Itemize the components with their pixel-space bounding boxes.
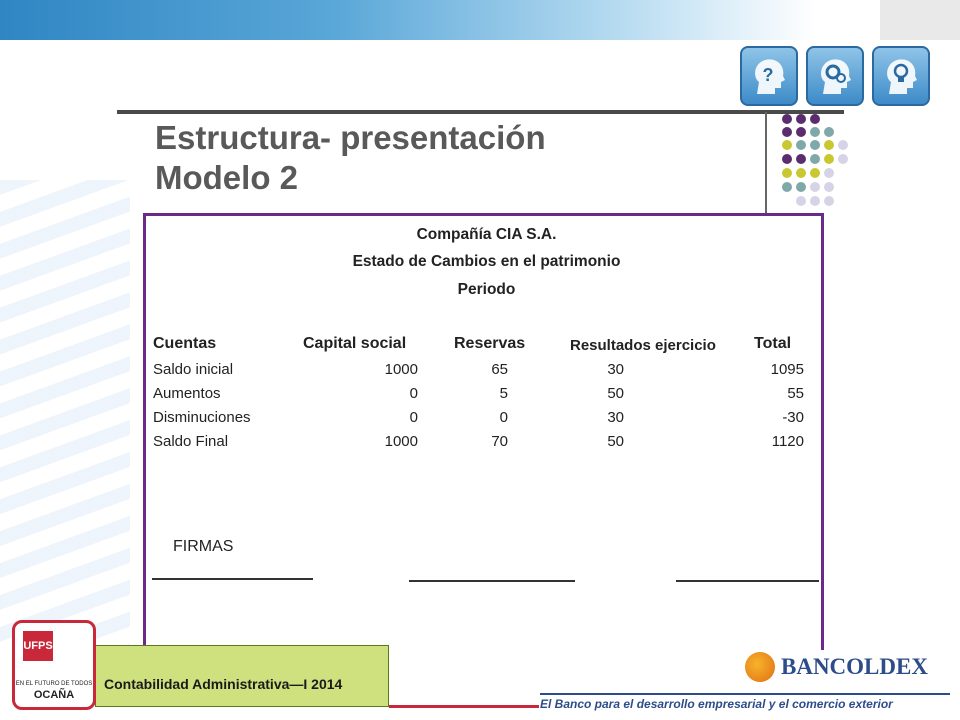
bancoldex-mark-icon [745, 652, 775, 682]
row-capital: 1000 [384, 433, 418, 450]
signature-line [409, 580, 575, 582]
row-resultados: 30 [607, 409, 624, 426]
gears-head-icon [806, 46, 864, 106]
statement-table-frame [143, 213, 824, 650]
tagline-rule [540, 693, 950, 695]
slide-title-line1: Estructura- presentación [155, 119, 546, 156]
footer-red-accent [389, 705, 539, 708]
row-cuenta: Disminuciones [153, 409, 251, 426]
statement-period: Periodo [457, 281, 516, 298]
bancoldex-name: BANCOLDEX [781, 654, 928, 679]
ufps-motto: EN EL FUTURO DE TODOS [15, 681, 93, 687]
row-reservas: 5 [499, 385, 508, 402]
row-cuenta: Saldo Final [153, 433, 229, 450]
ufps-abbr: UFPS [23, 631, 53, 661]
row-reservas: 70 [491, 433, 508, 450]
top-decorative-band [0, 0, 960, 40]
company-name: Compañía CIA S.A. [416, 226, 557, 243]
top-corner-block [880, 0, 960, 40]
column-header-total: Total [754, 335, 792, 352]
slide-title-line2: Modelo 2 [155, 159, 299, 196]
row-total: 55 [787, 385, 804, 402]
row-capital: 0 [409, 385, 418, 402]
title-rule [117, 110, 844, 114]
row-capital: 0 [409, 409, 418, 426]
row-total: 1095 [770, 361, 804, 378]
column-header-cuentas: Cuentas [153, 335, 217, 352]
signature-line [152, 578, 313, 580]
question-head-icon [740, 46, 798, 106]
row-capital: 1000 [384, 361, 418, 378]
bancoldex-tagline: El Banco para el desarrollo empresarial y el comercio exterior [540, 697, 893, 711]
lightbulb-head-icon [872, 46, 930, 106]
course-label: Contabilidad Administrativa—I 2014 [104, 676, 343, 692]
signatures-label: FIRMAS [173, 538, 234, 555]
svg-text:?: ? [762, 65, 774, 85]
row-cuenta: Saldo inicial [153, 361, 234, 378]
row-reservas: 0 [499, 409, 508, 426]
row-cuenta: Aumentos [153, 385, 221, 402]
column-header-capital: Capital social [303, 335, 407, 352]
ufps-logo [12, 620, 96, 710]
row-resultados: 50 [607, 385, 624, 402]
background-globe-texture [0, 180, 130, 650]
row-resultados: 30 [607, 361, 624, 378]
ufps-city: OCAÑA [33, 689, 75, 701]
column-header-resultados: Resultados ejercicio [570, 337, 716, 354]
row-total: 1120 [771, 433, 804, 450]
slide-title [155, 118, 546, 198]
signature-line [676, 580, 819, 582]
row-total: -30 [782, 409, 804, 426]
row-resultados: 50 [607, 433, 624, 450]
column-header-reservas: Reservas [454, 335, 526, 352]
statement-title: Estado de Cambios en el patrimonio [352, 253, 621, 270]
row-reservas: 65 [491, 361, 508, 378]
bancoldex-logo [745, 652, 928, 682]
